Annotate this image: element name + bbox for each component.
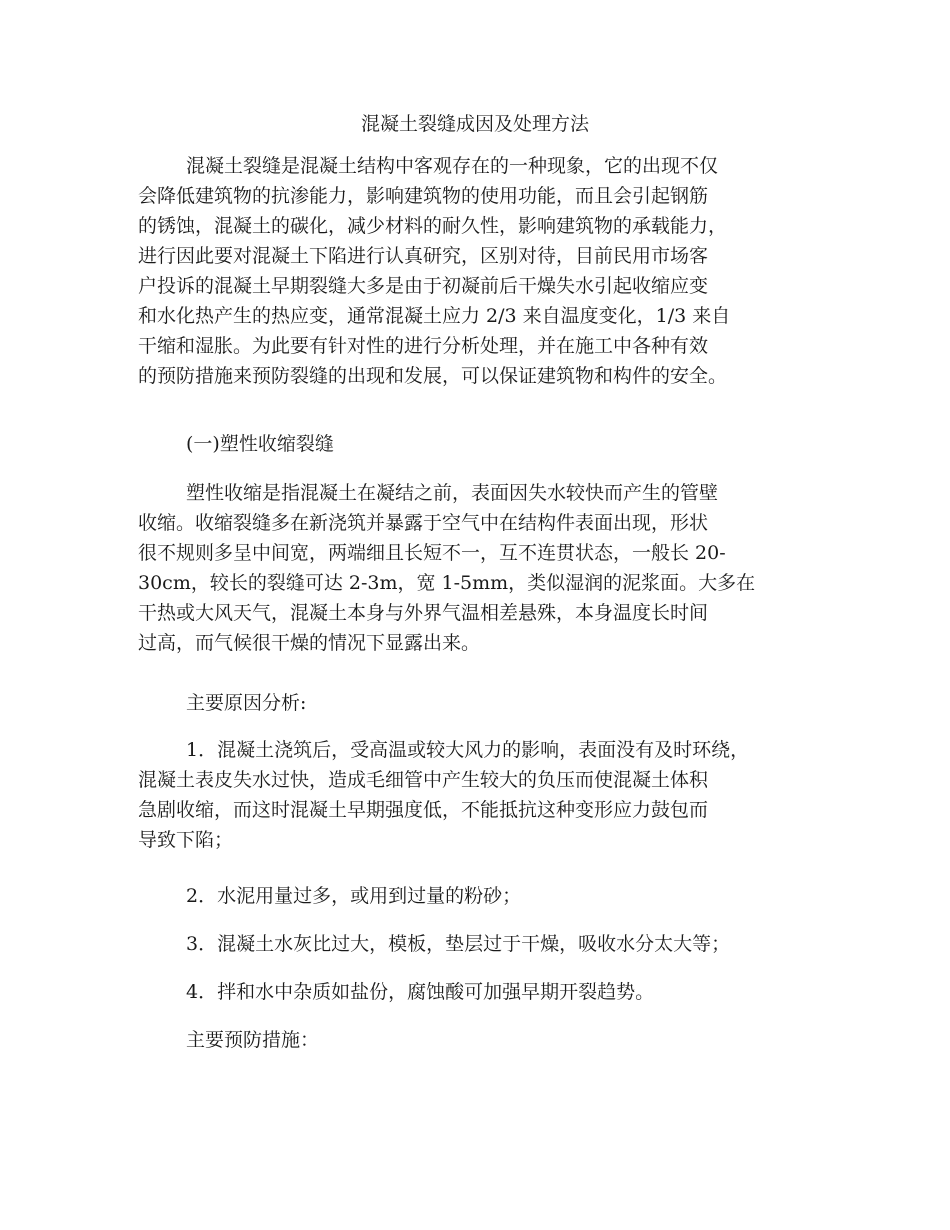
- section-heading: (一)塑性收缩裂缝: [186, 433, 334, 455]
- paragraph-line: 和水化热产生的热应变，通常混凝土应力 2/3 来自温度变化，1/3 来自: [138, 305, 731, 327]
- paragraph-line: 的锈蚀，混凝土的碳化，减少材料的耐久性，影响建筑物的承载能力，: [138, 215, 728, 237]
- paragraph-line: 户投诉的混凝土早期裂缝大多是由于初凝前后干燥失水引起收缩应变: [138, 275, 709, 297]
- cause-item-1: [138, 735, 838, 855]
- paragraph-line: 导致下陷；: [138, 829, 234, 851]
- paragraph-line: 急剧收缩，而这时混凝土早期强度低，不能抵抗这种变形应力鼓包而: [138, 799, 709, 821]
- paragraph-line: 干热或大风天气，混凝土本身与外界气温相差悬殊，本身温度长时间: [138, 602, 709, 624]
- causes-heading: 主要原因分析:: [186, 692, 307, 714]
- paragraph-line: 会降低建筑物的抗渗能力，影响建筑物的使用功能，而且会引起钢筋: [138, 185, 709, 207]
- paragraph-line: 混凝土裂缝是混凝土结构中客观存在的一种现象，它的出现不仅: [186, 155, 719, 177]
- paragraph-line: 很不规则多呈中间宽，两端细且长短不一，互不连贯状态，一般长 20-: [138, 542, 726, 564]
- paragraph-line: 混凝土表皮失水过快，造成毛细管中产生较大的负压而使混凝土体积: [138, 769, 709, 791]
- plastic-shrinkage-paragraph: [138, 478, 838, 658]
- cause-item-4: 4．拌和水中杂质如盐份，腐蚀酸可加强早期开裂趋势。: [186, 981, 655, 1003]
- paragraph-line: 30cm，较长的裂缝可达 2-3m，宽 1-5mm，类似湿润的泥浆面。大多在: [138, 572, 756, 594]
- paragraph-line: 的预防措施来预防裂缝的出现和发展，可以保证建筑物和构件的安全。: [138, 365, 728, 387]
- paragraph-line: 1．混凝土浇筑后，受高温或较大风力的影响，表面没有及时环绕，: [186, 739, 750, 761]
- cause-item-3: 3．混凝土水灰比过大，模板，垫层过于干燥，吸收水分太大等；: [186, 933, 731, 955]
- paragraph-line: 收缩。收缩裂缝多在新浇筑并暴露于空气中在结构件表面出现，形状: [138, 512, 709, 534]
- cause-item-2: 2．水泥用量过多，或用到过量的粉砂；: [186, 885, 522, 907]
- document-title: 混凝土裂缝成因及处理方法: [360, 113, 589, 135]
- intro-paragraph: [138, 151, 838, 391]
- paragraph-line: 进行因此要对混凝土下陷进行认真研究，区别对待，目前民用市场客: [138, 245, 709, 267]
- prevention-heading: 主要预防措施：: [186, 1029, 320, 1051]
- paragraph-line: 塑性收缩是指混凝土在凝结之前，表面因失水较快而产生的管壁: [186, 482, 719, 504]
- paragraph-line: 干缩和湿胀。为此要有针对性的进行分析处理，并在施工中各种有效: [138, 335, 709, 357]
- paragraph-line: 过高，而气候很干燥的情况下显露出来。: [138, 632, 481, 654]
